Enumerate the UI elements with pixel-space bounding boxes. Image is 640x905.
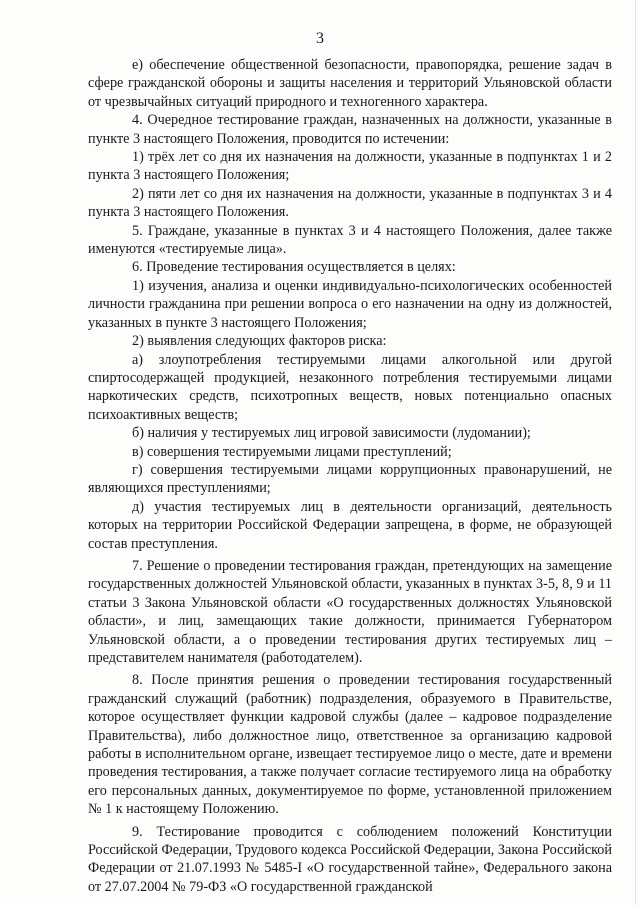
paragraph-7: 7. Решение о проведении тестирования граждан, претендующих на замещение государственных должностей Ульяновской области, указанных в пунктах 3-5, 8, 9 и 11 статьи 3 Закона Ульяновской области «О государственных должностях Ульяновской области», и лиц, замещающих такие должности, принимается Губернатором Ульяновской области, а о проведении тестирования других тестируемых лиц – представителем нанимателя (работодателем).: [88, 557, 612, 666]
page-number: 3: [316, 30, 324, 47]
paragraph-5: 5. Граждане, указанные в пунктах 3 и 4 настоящего Положения, далее также именуются «тестируемые лица».: [88, 222, 612, 258]
paragraph-4: 4. Очередное тестирование граждан, назначенных на должности, указанные в пункте 3 настоящего Положения, проводится по истечении:: [88, 112, 612, 147]
scan-edge-line: [635, 0, 636, 905]
paragraph-6-item-a: а) злоупотребления тестируемыми лицами алкогольной или другой спиртосодержащей продукцией, незаконного потребления тестируемыми лицами наркотических средств, психотропных веществ, новых потенциально опасных психоактивных веществ;: [88, 351, 612, 423]
paragraph-8: 8. После принятия решения о проведении тестирования государственный гражданский служащий (работник) подразделения, образуемого в Правительстве, которое осуществляет функции кадровой службы (далее – кадровое подразделение Правительства), либо должностное лицо, ответственное за организацию кадровой работы в исполнительном органе, извещает тестируемое лицо о месте, дате и времени проведения тестирования, а также получает согласие тестируемого лица на обработку его персональных данных, документируемое по форме, установленной приложением № 1 к настоящему Положению.: [88, 672, 612, 818]
paragraph-6-item-v: в) совершения тестируемыми лицами преступлений;: [132, 443, 452, 460]
paragraph-6-item-d: д) участия тестируемых лиц в деятельности организаций, деятельность которых на территории Российской Федерации запрещена, в форме, не образующей состав преступления.: [88, 498, 612, 552]
paragraph-6-item-g: г) совершения тестируемыми лицами коррупционных правонарушений, не являющихся преступлениями;: [88, 461, 612, 497]
paragraph-6-item-b: б) наличия у тестируемых лиц игровой зависимости (лудомании);: [132, 425, 531, 442]
paragraph-4-item-2: 2) пяти лет со дня их назначения на должности, указанные в подпунктах 3 и 4 пункта 3 настоящего Положения.: [88, 185, 612, 221]
paragraph-6-item-1: 1) изучения, анализа и оценки индивидуально-психологических особенностей личности гражданина при решении вопроса о его назначении на одну из должностей, указанных в пункте 3 настоящего Положения;: [88, 277, 612, 331]
document-body: [88, 56, 612, 896]
paragraph-6-item-2: 2) выявления следующих факторов риска:: [132, 333, 387, 350]
paragraph-item-e: е) обеспечение общественной безопасности, правопорядка, решение задач в сфере гражданской обороны и защиты населения и территорий Ульяновской области от чрезвычайных ситуаций природного и техногенного характера.: [88, 57, 612, 110]
paragraph-9: 9. Тестирование проводится с соблюдением положений Конституции Российской Федерации, Трудового кодекса Российской Федерации, Закона Российской Федерации от 21.07.1993 № 5485-I «О государственной тайне», Федерального закона от 27.07.2004 № 79-ФЗ «О государственной гражданской: [88, 823, 612, 895]
paragraph-4-item-1: 1) трёх лет со дня их назначения на должности, указанные в подпунктах 1 и 2 пункта 3 настоящего Положения;: [88, 149, 612, 184]
paragraph-6: 6. Проведение тестирования осуществляется в целях:: [132, 259, 456, 276]
